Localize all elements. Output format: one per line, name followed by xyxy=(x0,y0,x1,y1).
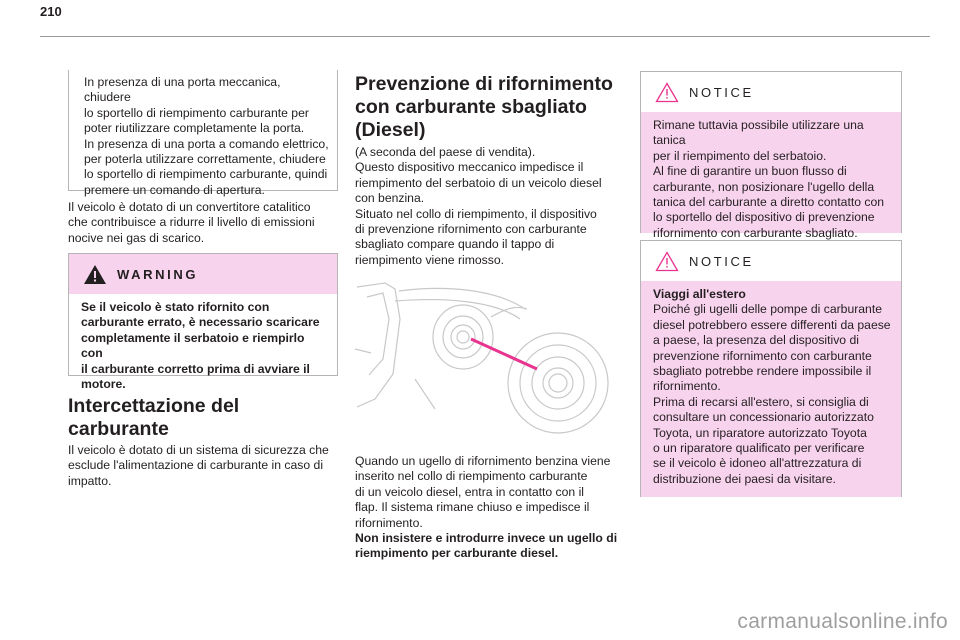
fuel-cutoff-heading-line: Intercettazione del xyxy=(68,395,240,417)
notice-box-2 xyxy=(640,240,902,497)
notice1-line: carburante, non posizionare l'ugello della xyxy=(653,179,875,194)
header-rule xyxy=(40,36,930,37)
notice-header-2 xyxy=(641,241,901,281)
notice2-line: distribuzione dei paesi da visitare. xyxy=(653,471,836,486)
fuel-cutoff-line: impatto. xyxy=(68,473,112,488)
notice-label-1: NOTICE xyxy=(689,85,754,100)
notice2-line: Toyota, un riparatore autorizzato Toyota xyxy=(653,425,867,440)
fuel-cutoff-paragraph xyxy=(68,443,348,489)
notice-header-1 xyxy=(641,72,901,112)
warning-label: WARNING xyxy=(117,267,199,282)
misfuel-intro-line: riempimento viene rimosso. xyxy=(355,252,505,267)
watermark: carmanualsonline.info xyxy=(737,610,948,633)
misfuel-heading xyxy=(355,73,625,142)
misfuel-bold-line: Non insistere e introdurre invece un ugello di xyxy=(355,531,618,546)
door-note-line: lo sportello di riempimento carburante per xyxy=(84,105,309,120)
fuel-cutoff-heading-line: carburante xyxy=(68,418,169,440)
notice1-line: tanica del carburante a diretto contatto con xyxy=(653,195,885,210)
warning-line: completamente il serbatoio e riempirlo con xyxy=(81,330,305,361)
notice2-line: Poiché gli ugelli delle pompe di carburante xyxy=(653,302,882,317)
door-note-line: In presenza di una porta a comando elettrico, xyxy=(84,136,329,151)
misfuel-heading-line: (Diesel) xyxy=(355,119,426,141)
notice1-line: Rimane tuttavia possibile utilizzare una tanica xyxy=(653,118,864,148)
misfuel-intro-line: (A seconda del paese di vendita). xyxy=(355,145,536,159)
misfuel-heading-line: con carburante sbagliato xyxy=(355,96,587,118)
notice2-line: diesel potrebbero essere differenti da paese xyxy=(653,317,891,332)
warning-line: il carburante corretto prima di avviare il xyxy=(81,361,310,376)
misfuel-intro-line: riempimento del serbatoio di un veicolo diesel xyxy=(355,175,602,190)
catalytic-line: nocive nei gas di scarico. xyxy=(68,230,205,245)
misfuel-intro-line: con benzina. xyxy=(355,191,425,206)
catalytic-paragraph xyxy=(68,200,343,246)
door-note-line: per poterla utilizzare correttamente, chiudere xyxy=(84,152,326,167)
misfuel-intro-line: Questo dispositivo meccanico impedisce il xyxy=(355,160,584,175)
misfuel-after-line: di un veicolo diesel, entra in contatto con il xyxy=(355,484,584,499)
notice2-line: rifornimento. xyxy=(653,379,721,394)
fuel-cutoff-heading xyxy=(68,395,343,441)
catalytic-line: che contribuisce a ridurre il livello di emissioni xyxy=(68,215,315,230)
notice2-line: prevenzione rifornimento con carburante xyxy=(653,348,872,363)
fuel-cutoff-line: esclude l'alimentazione di carburante in caso di xyxy=(68,458,324,473)
notice2-line: se il veicolo è idoneo all'attrezzatura di xyxy=(653,456,862,471)
notice2-line: Prima di recarsi all'estero, si consiglia di xyxy=(653,394,869,409)
misfuel-after-line: flap. Il sistema rimane chiuso e impedisce il xyxy=(355,500,590,515)
notice1-line: Al fine di garantire un buon flusso di xyxy=(653,164,847,179)
warning-header xyxy=(69,254,337,294)
notice1-line: lo sportello del dispositivo di prevenzione xyxy=(653,210,875,225)
warning-line: carburante errato, è necessario scaricare xyxy=(81,315,320,330)
notice-triangle-icon xyxy=(655,82,679,103)
misfuel-bold-line: riempimento per carburante diesel. xyxy=(355,546,559,561)
misfuel-intro-line: sbagliato compare quando il tappo di xyxy=(355,237,555,252)
notice2-line: o un riparatore qualificato per verificare xyxy=(653,441,865,456)
warning-triangle-icon xyxy=(83,264,107,285)
page-number: 210 xyxy=(40,4,62,19)
door-note-box xyxy=(68,70,338,197)
notice-box-1 xyxy=(640,71,902,240)
notice2-title: Viaggi all'estero xyxy=(653,287,746,301)
notice-label-2: NOTICE xyxy=(689,254,754,269)
door-note-line: poter riutilizzare completamente la porta. xyxy=(84,121,305,136)
notice1-line: per il riempimento del serbatoio. xyxy=(653,148,827,163)
misfuel-intro-line: di prevenzione rifornimento con carburante xyxy=(355,222,587,237)
misfuel-after-line: Quando un ugello di rifornimento benzina viene xyxy=(355,454,611,468)
catalytic-line: Il veicolo è dotato di un convertitore catalitico xyxy=(68,200,311,214)
warning-line: Se il veicolo è stato rifornito con xyxy=(81,300,270,314)
warning-line: motore. xyxy=(81,377,126,392)
door-note-line: premere un comando di apertura. xyxy=(84,182,265,197)
fuel-cutoff-line: Il veicolo è dotato di un sistema di sicurezza che xyxy=(68,443,329,457)
notice-triangle-icon xyxy=(655,251,679,272)
notice2-line: sbagliato potrebbe rendere impossibile il xyxy=(653,364,872,379)
notice1-line: rifornimento con carburante sbagliato. xyxy=(653,225,858,240)
fuel-filler-illustration xyxy=(355,279,615,441)
notice2-line: a paese, la presenza del dispositivo di xyxy=(653,333,859,348)
misfuel-after-line: inserito nel collo di riempimento carburante xyxy=(355,469,588,484)
door-note-line: In presenza di una porta meccanica, chiudere xyxy=(84,75,281,105)
misfuel-intro xyxy=(355,145,625,268)
misfuel-intro-line: Situato nel collo di riempimento, il dispositivo xyxy=(355,206,597,221)
misfuel-after-line: rifornimento. xyxy=(355,515,423,530)
warning-box xyxy=(68,253,338,392)
door-note-line: lo sportello di riempimento carburante, quindi xyxy=(84,167,328,182)
notice2-line: consultare un concessionario autorizzato xyxy=(653,410,874,425)
misfuel-after xyxy=(355,454,625,562)
misfuel-heading-line: Prevenzione di rifornimento xyxy=(355,73,613,95)
